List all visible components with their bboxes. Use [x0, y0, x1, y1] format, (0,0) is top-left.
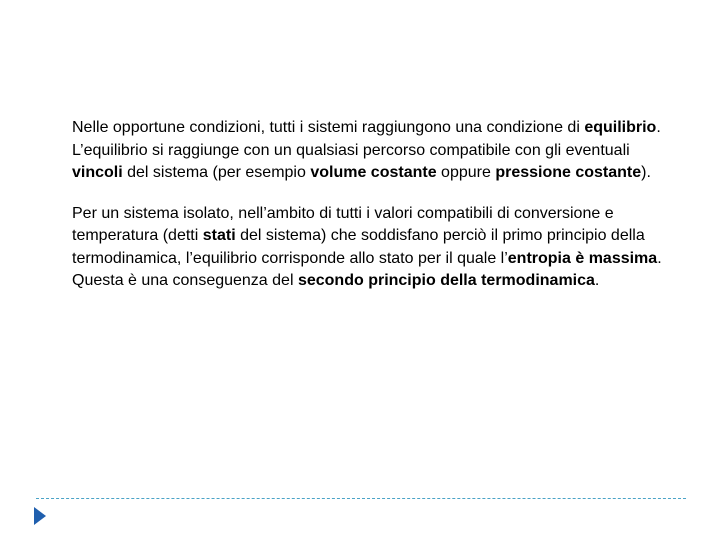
bold-term-equilibrio: equilibrio	[584, 119, 657, 136]
bold-term-pressione-costante: pressione costante	[495, 164, 642, 181]
text-run: del sistema) che soddisfano perciò il primo principio della termodinamica, l’equilibrio corrisponde allo stato per il quale l’	[72, 227, 645, 267]
play-arrow-shape	[34, 507, 46, 525]
text-run: .	[594, 272, 600, 289]
text-run: . L’equilibrio si raggiunge con un qualsiasi percorso compatibile con gli eventuali	[72, 119, 661, 159]
slide-body	[72, 117, 662, 293]
bold-term-entropia-massima: entropia è massima	[507, 249, 658, 267]
bold-term-secondo-principio: secondo principio della termodinamica	[297, 272, 595, 289]
text-run: Nelle opportune condizioni, tutti i sistemi raggiungono una condizione di	[72, 119, 585, 136]
bold-term-volume-costante: volume costante	[310, 164, 437, 181]
footer-divider	[36, 498, 686, 499]
text-run: del sistema (per esempio	[122, 164, 311, 181]
play-arrow-icon[interactable]	[33, 506, 47, 526]
paragraph-equilibrium	[72, 117, 662, 185]
text-run: Per un sistema isolato, nell’ambito di tutti i valori compatibili di conversione e temperatura (detti	[72, 204, 614, 244]
paragraph-isolated-system	[72, 203, 662, 293]
text-run: . Questa è una conseguenza del	[72, 249, 662, 289]
bold-term-stati: stati	[202, 227, 236, 244]
text-run: oppure	[436, 164, 496, 181]
text-run: ).	[641, 164, 651, 181]
bold-term-vincoli: vincoli	[72, 164, 123, 181]
